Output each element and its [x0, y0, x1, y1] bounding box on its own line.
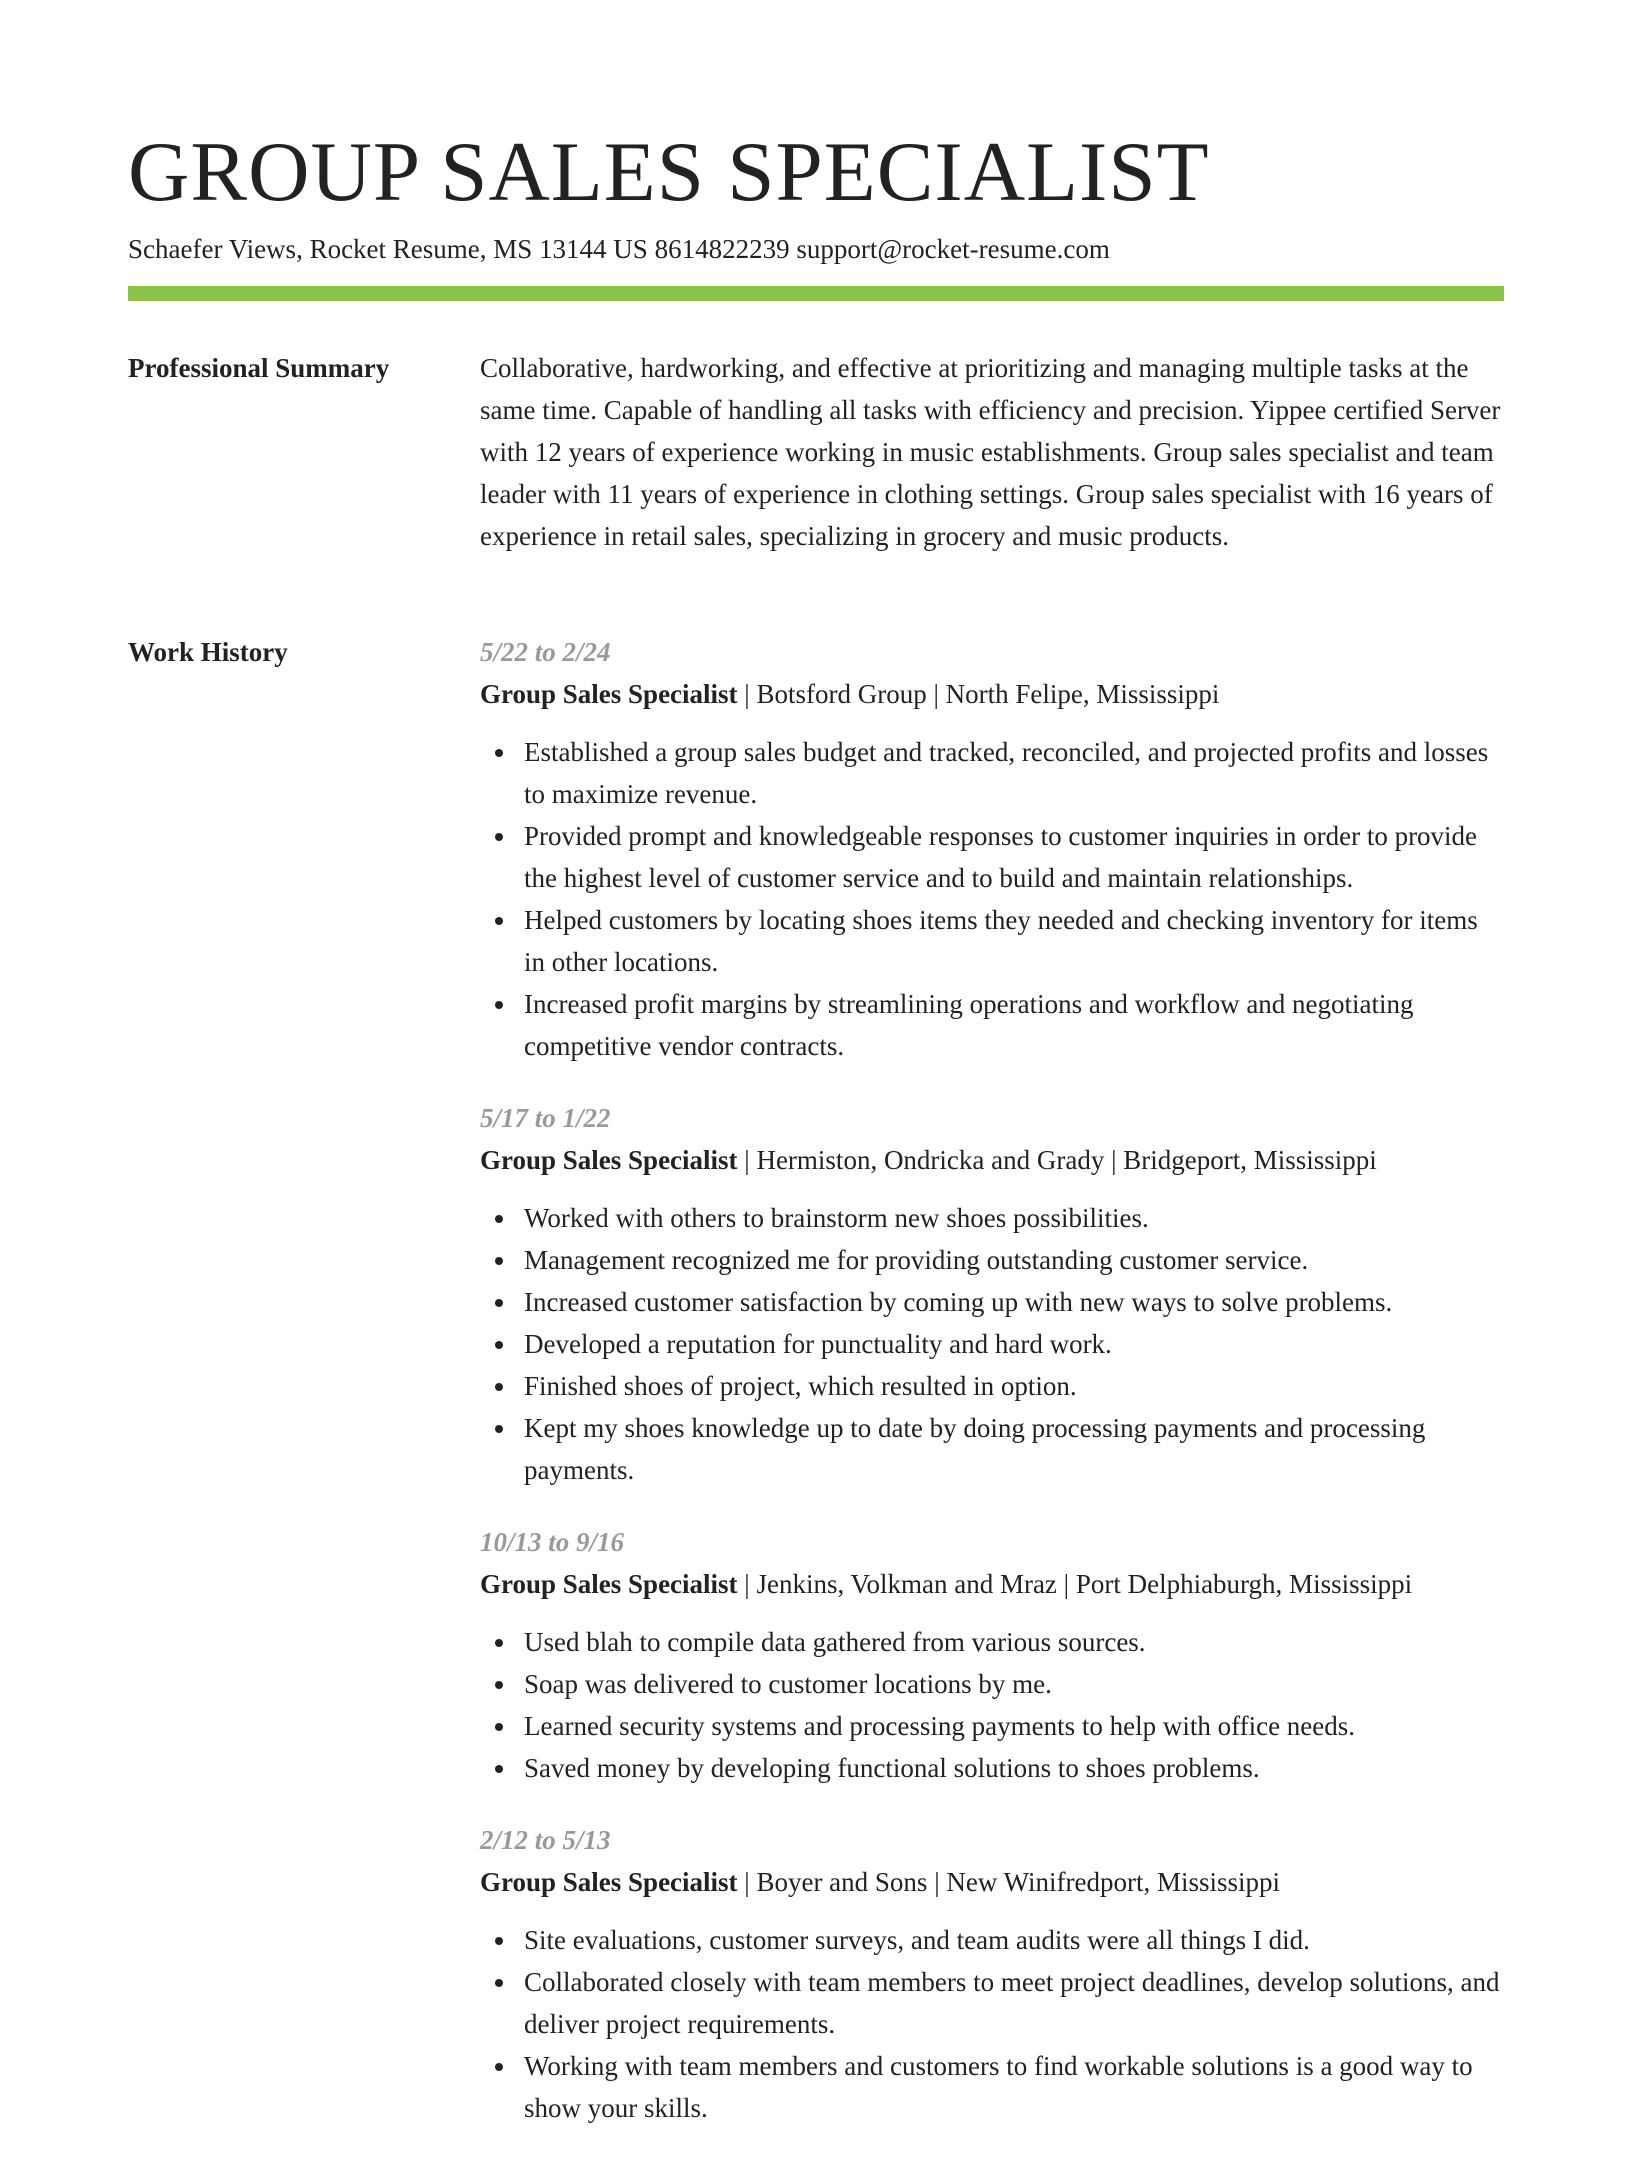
job-bullet: Helped customers by locating shoes items they needed and checking inventory for items in other locations. [480, 899, 1504, 983]
job-bullet-list [480, 1621, 1504, 1789]
job-dates: 5/17 to 1/22 [480, 1103, 611, 1133]
job-bullet: Kept my shoes knowledge up to date by doing processing payments and processing payments. [480, 1407, 1504, 1491]
job-bullet: Finished shoes of project, which resulted in option. [480, 1365, 1504, 1407]
job-entry [480, 1521, 1504, 1789]
summary-label: Professional Summary [128, 353, 390, 383]
job-employer-location: | Jenkins, Volkman and Mraz | Port Delphiaburgh, Mississippi [737, 1569, 1413, 1599]
job-bullet: Worked with others to brainstorm new shoes possibilities. [480, 1197, 1504, 1239]
job-dates: 2/12 to 5/13 [480, 1825, 611, 1855]
job-bullet: Site evaluations, customer surveys, and team audits were all things I did. [480, 1919, 1504, 1961]
job-heading [480, 1861, 1504, 1903]
job-bullet: Used blah to compile data gathered from various sources. [480, 1621, 1504, 1663]
job-heading [480, 673, 1504, 715]
job-bullet: Increased profit margins by streamlining operations and workflow and negotiating competitive vendor contracts. [480, 983, 1504, 1067]
summary-body [480, 347, 1504, 557]
job-bullet: Working with team members and customers to find workable solutions is a good way to show your skills. [480, 2045, 1504, 2129]
job-bullet-list [480, 1919, 1504, 2129]
job-bullet: Developed a reputation for punctuality and hard work. [480, 1323, 1504, 1365]
job-bullet: Learned security systems and processing payments to help with office needs. [480, 1705, 1504, 1747]
job-bullet: Increased customer satisfaction by coming up with new ways to solve problems. [480, 1281, 1504, 1323]
job-employer-location: | Botsford Group | North Felipe, Mississippi [737, 679, 1220, 709]
work-history-label: Work History [128, 637, 288, 667]
job-title: Group Sales Specialist [480, 679, 738, 709]
header-divider [128, 286, 1504, 301]
contact-line: Schaefer Views, Rocket Resume, MS 13144 US 8614822239 support@rocket-resume.com [128, 234, 1110, 264]
work-history-body [480, 631, 1504, 2159]
job-bullet: Soap was delivered to customer locations by me. [480, 1663, 1504, 1705]
job-heading [480, 1139, 1504, 1181]
job-title: Group Sales Specialist [480, 1569, 738, 1599]
summary-text: Collaborative, hardworking, and effective at prioritizing and managing multiple tasks at the same time. Capable of handling all tasks with efficiency and precision. Yippee certified Server with 12 years of experience working in music establishments. Group sales specialist and team leader with 11 years of experience in clothing settings. Group sales specialist with 16 years of experience in retail sales, specializing in grocery and music products. [480, 353, 1501, 551]
job-dates: 10/13 to 9/16 [480, 1527, 625, 1557]
job-bullet: Saved money by developing functional solutions to shoes problems. [480, 1747, 1504, 1789]
job-bullet: Management recognized me for providing outstanding customer service. [480, 1239, 1504, 1281]
job-bullet: Collaborated closely with team members to meet project deadlines, develop solutions, and deliver project requirements. [480, 1961, 1504, 2045]
job-employer-location: | Hermiston, Ondricka and Grady | Bridgeport, Mississippi [737, 1145, 1377, 1175]
job-entry [480, 631, 1504, 1067]
job-heading [480, 1563, 1504, 1605]
summary-section [128, 347, 1504, 587]
job-employer-location: | Boyer and Sons | New Winifredport, Mississippi [737, 1867, 1280, 1897]
job-entry [480, 1097, 1504, 1491]
job-dates: 5/22 to 2/24 [480, 637, 611, 667]
job-bullet-list [480, 731, 1504, 1067]
job-title: Group Sales Specialist [480, 1867, 738, 1897]
resume-title: GROUP SALES SPECIALIST [128, 125, 1210, 219]
job-title: Group Sales Specialist [480, 1145, 738, 1175]
job-bullet: Established a group sales budget and tracked, reconciled, and projected profits and losses to maximize revenue. [480, 731, 1504, 815]
job-entry [480, 1819, 1504, 2129]
job-bullet-list [480, 1197, 1504, 1491]
job-bullet: Provided prompt and knowledgeable responses to customer inquiries in order to provide the highest level of customer service and to build and maintain relationships. [480, 815, 1504, 899]
